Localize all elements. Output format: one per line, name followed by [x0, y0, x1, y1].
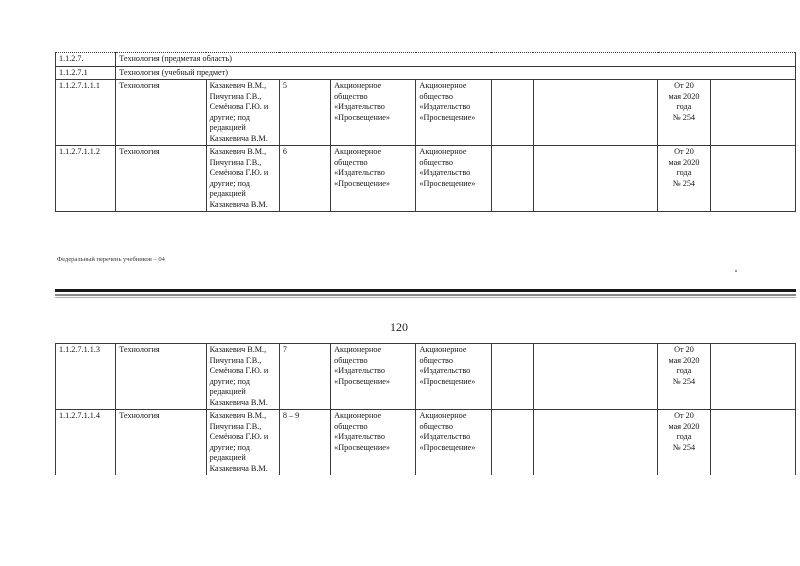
approval-line: года — [676, 432, 692, 441]
approval-line: № 254 — [672, 178, 696, 188]
entry-publisher-2: Акционерное общество «Издательство «Просвещение» — [416, 410, 491, 476]
approval-line: От 20 — [674, 345, 694, 354]
entry-publisher: Акционерное общество «Издательство «Просвещение» — [331, 410, 416, 476]
approval-line: года — [676, 168, 692, 177]
page-separator-shade-light — [55, 297, 796, 298]
table-row — [56, 80, 796, 146]
approval-line: От 20 — [674, 147, 694, 156]
entry-empty-cell — [491, 344, 533, 410]
section-code: 1.1.2.7. — [56, 53, 116, 67]
entry-code: 1.1.2.7.1.1.1 — [56, 80, 116, 146]
table-row — [56, 146, 796, 212]
page-separator — [55, 289, 796, 292]
approval-line: № 254 — [672, 376, 696, 386]
entry-authors: Казакевич В.М., Пичугина Г.В., Семёнова Г.Ю. и другие; под редакцией Казакевича В.М. — [206, 80, 279, 146]
scan-speck — [735, 270, 737, 272]
entry-authors: Казакевич В.М., Пичугина Г.В., Семёнова Г.Ю. и другие; под редакцией Казакевича В.М. — [206, 410, 279, 476]
entry-authors: Казакевич В.М., Пичугина Г.В., Семёнова Г.Ю. и другие; под редакцией Казакевича В.М. — [206, 146, 279, 212]
approval-line: № 254 — [672, 442, 696, 452]
entry-subject: Технология — [116, 80, 206, 146]
approval-line: мая 2020 — [668, 355, 700, 365]
entry-empty-cell — [533, 410, 658, 476]
entry-empty-cell — [533, 344, 658, 410]
entry-subject: Технология — [116, 410, 206, 476]
subsection-title: Технология (учебный предмет) — [116, 66, 796, 80]
entry-approval-date — [658, 410, 710, 476]
entry-empty-cell — [533, 146, 657, 212]
entry-approval-date — [658, 80, 710, 146]
entry-publisher: Акционерное общество «Издательство «Просвещение» — [331, 80, 416, 146]
entry-publisher-2: Акционерное общество «Издательство «Просвещение» — [416, 80, 491, 146]
entry-publisher: Акционерное общество «Издательство «Просвещение» — [331, 146, 416, 212]
entry-empty-cell — [491, 146, 533, 212]
entry-authors: Казакевич В.М., Пичугина Г.В., Семёнова Г.Ю. и другие; под редакцией Казакевича В.М. — [206, 344, 279, 410]
entry-grade: 5 — [279, 80, 330, 146]
page-number: 120 — [390, 320, 408, 334]
entry-subject: Технология — [116, 146, 206, 212]
approval-line: От 20 — [674, 81, 694, 90]
entry-empty-cell — [710, 410, 795, 476]
entry-publisher-2: Акционерное общество «Издательство «Просвещение» — [416, 344, 491, 410]
entry-subject: Технология — [116, 344, 206, 410]
entry-code: 1.1.2.7.1.1.2 — [56, 146, 116, 212]
entry-empty-cell — [710, 146, 795, 212]
entry-approval-date — [658, 146, 710, 212]
page-separator-shade — [55, 294, 796, 296]
approval-line: года — [676, 366, 692, 375]
approval-line: мая 2020 — [668, 91, 700, 101]
textbook-table-top — [55, 52, 796, 212]
subsection-code: 1.1.2.7.1 — [56, 66, 116, 80]
table-row — [56, 344, 796, 410]
textbook-table-bottom — [55, 343, 796, 475]
entry-empty-cell — [710, 344, 795, 410]
section-title: Технология (предметая область) — [116, 53, 796, 67]
footer-note: Федеральный перечень учебников – 04 — [57, 256, 165, 263]
entry-code: 1.1.2.7.1.1.4 — [56, 410, 116, 476]
entry-empty-cell — [710, 80, 795, 146]
approval-line: № 254 — [672, 112, 696, 122]
approval-line: От 20 — [674, 411, 694, 420]
entry-empty-cell — [491, 410, 533, 476]
entry-grade: 8 – 9 — [279, 410, 330, 476]
approval-line: мая 2020 — [668, 421, 700, 431]
entry-empty-cell — [533, 80, 657, 146]
entry-grade: 7 — [279, 344, 330, 410]
table-row — [56, 410, 796, 476]
entry-code: 1.1.2.7.1.1.3 — [56, 344, 116, 410]
entry-empty-cell — [491, 80, 533, 146]
entry-publisher-2: Акционерное общество «Издательство «Просвещение» — [416, 146, 491, 212]
subsection-row — [56, 66, 796, 80]
section-row — [56, 53, 796, 67]
approval-line: года — [676, 102, 692, 111]
entry-publisher: Акционерное общество «Издательство «Просвещение» — [331, 344, 416, 410]
entry-approval-date — [658, 344, 710, 410]
entry-grade: 6 — [279, 146, 330, 212]
approval-line: мая 2020 — [668, 157, 700, 167]
